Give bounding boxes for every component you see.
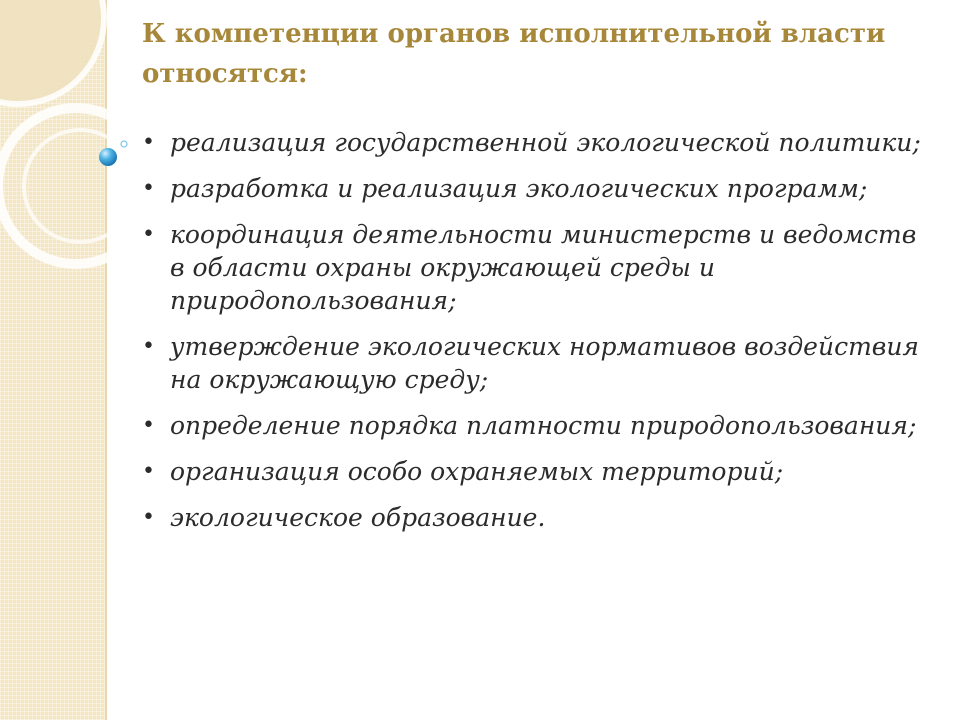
list-item bbox=[140, 501, 930, 534]
bullet-icon: • bbox=[142, 222, 155, 247]
bullet-icon: • bbox=[142, 413, 155, 438]
list-item-text: утверждение экологических нормативов воздействия на окружающую среду; bbox=[170, 332, 919, 394]
list-item bbox=[140, 126, 930, 159]
list-item-text: определение порядка платности природопользования; bbox=[170, 411, 917, 440]
list-item-text: реализация государственной экологической политики; bbox=[170, 128, 921, 157]
list-item bbox=[140, 330, 930, 396]
list-item-text: координация деятельности министерств и ведомств в области охраны окружающей среды и природопользования; bbox=[170, 220, 917, 315]
list-item-text: разработка и реализация экологических программ; bbox=[170, 174, 868, 203]
list-item bbox=[140, 172, 930, 205]
list-item bbox=[140, 218, 930, 317]
bullet-icon: • bbox=[142, 176, 155, 201]
blue-orb bbox=[99, 148, 117, 166]
large-ring bbox=[0, 0, 104, 104]
list-item-text: экологическое образование. bbox=[170, 503, 546, 532]
bullet-icon: • bbox=[142, 459, 155, 484]
decorative-circles bbox=[0, 0, 140, 300]
bullet-icon: • bbox=[142, 130, 155, 155]
bullet-icon: • bbox=[142, 334, 155, 359]
bullet-list bbox=[140, 126, 930, 547]
list-item bbox=[140, 409, 930, 442]
small-orb bbox=[121, 141, 127, 147]
slide-title: К компетенции органов исполнительной власти относятся: bbox=[142, 19, 886, 89]
inner-ring bbox=[24, 130, 136, 242]
list-item-text: организация особо охраняемых территорий; bbox=[170, 457, 784, 486]
list-item bbox=[140, 455, 930, 488]
bullet-icon: • bbox=[142, 505, 155, 530]
